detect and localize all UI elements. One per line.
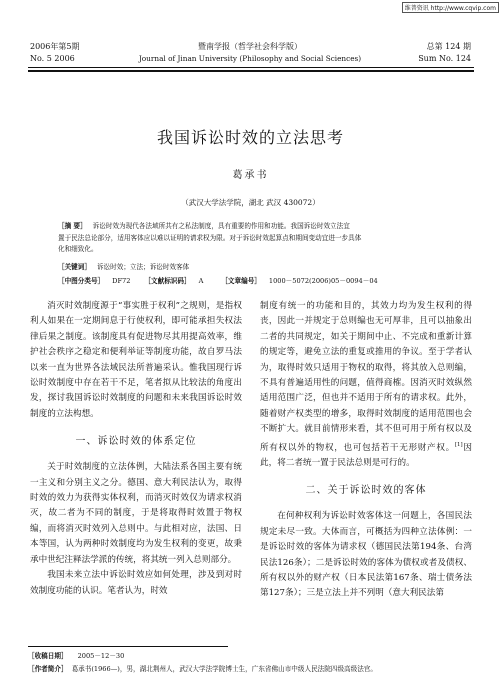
section-heading-1: 一、诉讼时效的体系定位 [75,436,197,448]
paragraph [260,299,472,471]
header-sum-en: Sum No. 124 [418,54,471,63]
header-rule-thin [28,67,474,68]
header-issue-en: No. 5 2006 [30,54,75,63]
article-author: 葛承书 [232,170,269,181]
citation-marker: [1] [454,441,463,448]
paragraph: 关于时效制度的立法体例，大陆法系各国主要有统一主义和分别主义之分。德国、意大利民法认为，取得时效的效力为获得实体权利，而消灭时效仅为请求权消灭，故二者为不同的制度，于是将取得时效置于物权编，而将消灭时效列入总则中。与此相对应，法国、日本等国，认为两种时效制度均为发生权利的变更，故秉承中世纪注释法学派的传统，将其统一列入总则部分。 [30,462,242,565]
paragraph: 消灭时效制度源于“事实胜于权利”之规则，是指权利人如果在一定期间息于行使权利，即可能承担失权法律后果之制度。该制度具有促进物尽其用提高效率，维护社会秩序之稳定和便利举证等制度功能，故自罗马法以来一直为世界各法域民法所普遍采认。惟我国现行诉讼时效制度中存在若干不足，笔者拟从比较法的角度出发，探讨我国诉讼时效制度的问题和未来我国诉讼时效制度的立法构想。 [30,301,242,419]
article-no-label: ［文章编号］ [221,277,261,285]
author-affiliation: （武汉大学法学院，湖北 武汉 430072） [181,198,320,207]
article-title: 我国诉讼时效的立法思考 [156,128,344,147]
keywords [58,262,458,274]
author-bio-label: ［作者简介］ [28,665,68,673]
journal-name-cn: 暨南学报（哲学社会科学版） [198,42,302,51]
article-no: 1000－5072(2006)05－0094－04 [268,277,378,285]
paragraph-text: 制度有统一的功能和目的，其效力均为发生权利的得丧，因此一并规定于总则编也无可厚非，且可以抽象出二者的共同规定，如关于期间中止、不完成和重新计算的规定等，避免立法的重复或推用的争议。至于学者认为，取得时效只适用于物权的取得，将其放入总则编，不具有普遍适用性的问题，值得商榷。因消灭时效纵然适用范围广泛，但也并不适用于所有的请求权。此外，随着财产权类型的增多，取得时效制度的适用范围也会不断扩大。就目前情形来看，其不但可用于所有权以及所有权以外的物权，也可包括若干无形财产权。 [260,301,472,453]
received-value: 2005－12－30 [77,652,125,660]
doc-code-label: ［文献标识码］ [144,277,191,285]
abstract-text-2: 置于民法总论部分，适用客体应以难以证明的请求权为限。对于诉讼时效起算点和期间变动宜进一步具体 [58,233,362,242]
classification-line [58,276,458,288]
header-issue-cn: 2006年第5期 [30,42,80,51]
body-right-column [260,299,472,602]
paragraph: 在何种权利为诉讼时效客体这一问题上，各国民法规定未尽一致。大体而言，可概括为四种立法体例：一是诉讼时效的客体为请求权（德国民法第194条、台湾民法126条）；二是诉讼时效的客体为债权或者及债权、所有权以外的财产权（日本民法第167条、瑞士债务法第127条）；三是立法上并不列明（意大利民法第 [260,511,472,599]
received-date [28,650,124,662]
author-bio-text: 葛承书(1966—)，男，湖北荆州人，武汉大学法学院博士生，广东省佛山市中级人民法院四级高级法官。 [71,665,378,673]
received-label: ［收稿日期］ [28,652,68,660]
abstract-text-1: 诉讼时效为现代各法域所共有之私法制度，具有重要的作用和功能。我国诉讼时效立法宜 [92,222,350,230]
author-bio [28,663,377,675]
abstract-text-3: 化和细致化。 [58,245,98,253]
body-left-column [30,299,242,599]
abstract [58,221,458,256]
footnote-rule [28,646,228,647]
abstract-label: ［摘 要］ [58,222,87,230]
watermark: 维普资讯 http://www.cqvip.com [402,2,499,13]
keywords-label: ［关键词］ [58,263,91,271]
header-sum-cn: 总第 124 期 [426,42,471,51]
keywords-text: 诉讼时效；立法；诉讼时效客体 [96,263,190,271]
clc-label: ［中图分类号］ [58,277,105,285]
paragraph: 我国未来立法中诉讼时效应如何处理，涉及到对时效制度功能的认识。笔者认为，时效 [30,570,242,596]
journal-name-en: Journal of Jinan University (Philosophy and Social Sciences) [138,54,362,63]
paragraph-text: 因此，将二者统一置于民法总则是可行的。 [260,442,472,468]
header-rule-thick [28,70,474,72]
doc-code: A [198,277,204,285]
clc-code: DF72 [112,277,131,285]
section-heading-2: 二、关于诉讼时效的客体 [305,485,427,497]
